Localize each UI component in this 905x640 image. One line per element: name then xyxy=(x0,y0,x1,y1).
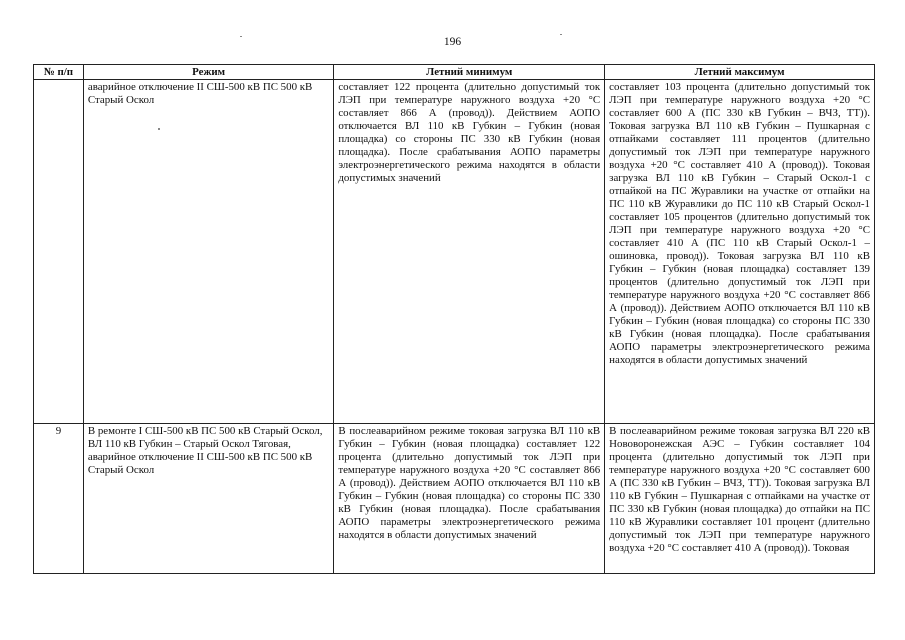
row-number xyxy=(34,80,84,424)
row-mode: аварийное отключение II СШ-500 кВ ПС 500 кВ Старый Оскол xyxy=(83,80,333,424)
row-summer-min: составляет 122 процента (длительно допустимый ток ЛЭП при температуре наружного воздуха +20 °С составляет 866 А (провод)). Действием АОПО отключается ВЛ 110 кВ Губкин – Губкин (новая площадка) со стороны ПС 330 кВ Губкин (новая площадка). После срабатывания АОПО параметры электроэнергетического режима находятся в области допустимых значений xyxy=(334,80,605,424)
row-summer-max: В послеаварийном режиме токовая загрузка ВЛ 220 кВ Нововоронежская АЭС – Губкин составляет 104 процента (длительно допустимый ток ЛЭП при температуре наружного воздуха +20 °С составляет 600 А (ПС 330 кВ Губкин – ВЧЗ, ТТ)). Токовая загрузка ВЛ 110 кВ Губкин – Пушкарная с отпайками на участке от ПС 330 кВ Губкин (новая площадка) до отпайки на ПС 110 кВ Журавлики составляет 101 процент (длительно допустимый ток ЛЭП при температуре наружного воздуха +20 °С составляет 410 А (провод)). Токовая xyxy=(605,424,875,574)
scan-speck xyxy=(560,34,562,35)
table-row xyxy=(34,424,875,574)
row-summer-max: составляет 103 процента (длительно допустимый ток ЛЭП при температуре наружного воздуха +20 °С составляет 600 А (ПС 330 кВ Губкин – ВЧЗ, ТТ)). Токовая загрузка ВЛ 110 кВ Губкин – Пушкарная с отпайками составляет 111 процентов (длительно допустимый ток ЛЭП при температуре наружного воздуха +20 °С составляет 410 А (провод)). Токовая загрузка ВЛ 110 кВ Губкин – Старый Оскол-1 с отпайкой на ПС Журавлики на участке от отпайки на ПС 110 кВ Журавлики до ПС 110 кВ Старый Оскол-1 составляет 105 процентов (длительно допустимый ток ЛЭП при температуре наружного воздуха +20 °С составляет 410 А (ПС 110 кВ Старый Оскол-1 – ошиновка, провод)). Токовая загрузка ВЛ 110 кВ Губкин – Губкин (новая площадка) составляет 139 процентов (длительно допустимый ток ЛЭП при температуре наружного воздуха +20 °С составляет 866 А (провод)). Действием АОПО отключается ВЛ 110 кВ Губкин – Губкин (новая площадка) со стороны ПС 330 кВ Губкин (новая площадка). После срабатывания АОПО параметры электроэнергетического режима находятся в области допустимых значений xyxy=(605,80,875,424)
regime-table xyxy=(33,64,875,574)
scan-speck xyxy=(240,36,242,37)
table-row xyxy=(34,80,875,424)
header-num: № п/п xyxy=(34,65,84,80)
header-summer-min: Летний минимум xyxy=(334,65,605,80)
table-header-row xyxy=(34,65,875,80)
header-summer-max: Летний максимум xyxy=(605,65,875,80)
row-summer-min: В послеаварийном режиме токовая загрузка ВЛ 110 кВ Губкин – Губкин (новая площадка) составляет 122 процента (длительно допустимый ток ЛЭП при температуре наружного воздуха +20 °С составляет 866 А (провод)). Действием АОПО отключается ВЛ 110 кВ Губкин – Губкин (новая площадка) со стороны ПС 330 кВ Губкин (новая площадка). После срабатывания АОПО параметры электроэнергетического режима находятся в области допустимых значений xyxy=(334,424,605,574)
row-number: 9 xyxy=(34,424,84,574)
header-mode: Режим xyxy=(83,65,333,80)
page-number: 196 xyxy=(443,36,462,48)
row-mode: В ремонте I СШ-500 кВ ПС 500 кВ Старый Оскол, ВЛ 110 кВ Губкин – Старый Оскол Тяговая, аварийное отключение II СШ-500 кВ ПС 500 кВ Старый Оскол xyxy=(83,424,333,574)
